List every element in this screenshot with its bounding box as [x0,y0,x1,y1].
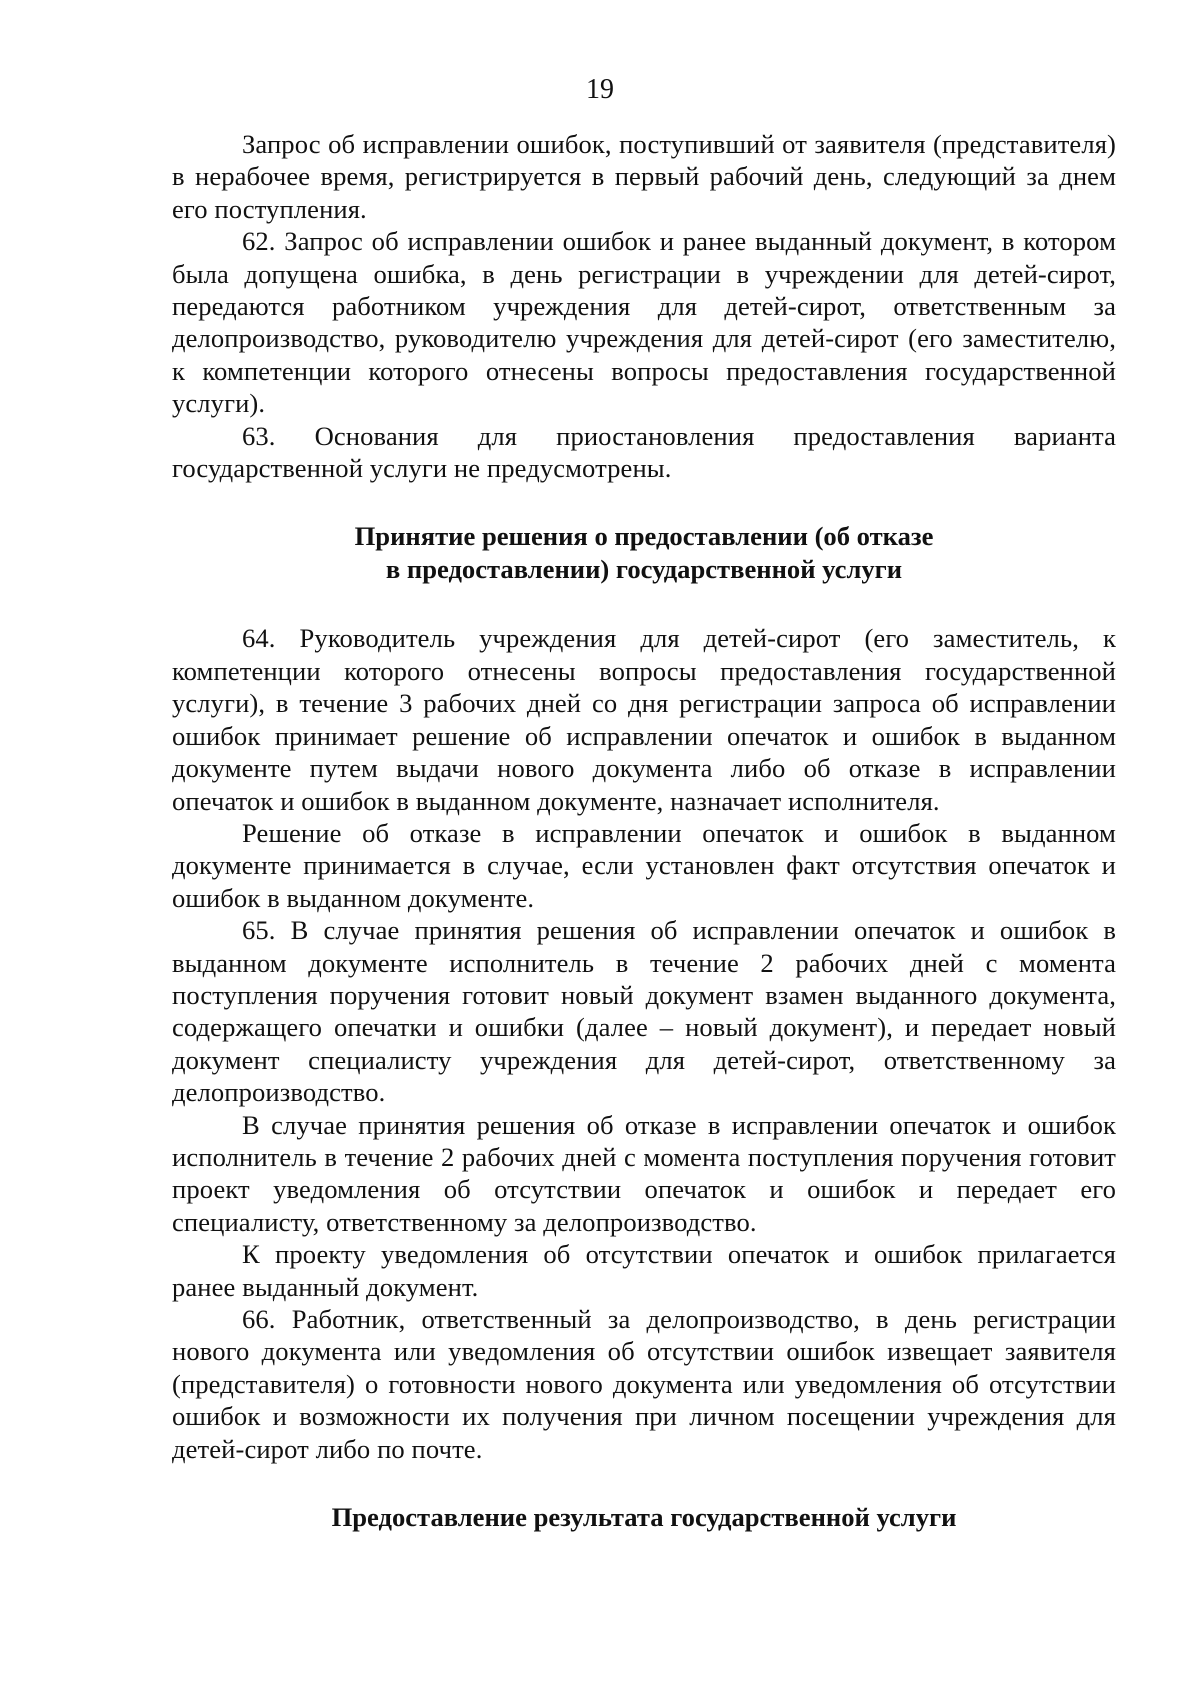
page-number: 19 [586,74,614,105]
paragraph-65: 65. В случае принятия решения об исправлении опечаток и ошибок в выданном документе исполнитель в течение 2 рабочих дней с момента поступления поручения готовит новый документ взамен выданного документа, содержащего опечатки и ошибки (далее – новый документ), и передает новый документ специалисту учреждения для детей-сирот, ответственному за делопроизводство. [172,915,1116,1108]
paragraph-refusal-decision: Решение об отказе в исправлении опечаток и ошибок в выданном документе принимается в случае, если установлен факт отсутствия опечаток и ошибок в выданном документе. [172,817,1116,913]
section-heading-result-line: Предоставление результата государственной услуги [331,1502,957,1533]
paragraph-refusal-notice: В случае принятия решения об отказе в исправлении опечаток и ошибок исполнитель в течение 2 рабочих дней с момента поступления поручения готовит проект уведомления об отсутствии опечаток и ошибок и передает его специалисту, ответственному за делопроизводство. [172,1109,1116,1237]
paragraph-62: 62. Запрос об исправлении ошибок и ранее выданный документ, в котором была допущена ошибка, в день регистрации в учреждении для детей-сирот, передаются работником учреждения для детей-сирот, ответственным за делопроизводство, руководителю учреждения для детей-сирот (его заместителю, к компетенции которого отнесены вопросы предоставления государственной услуги). [172,226,1116,419]
section-heading-decision [172,520,1116,586]
document-body [172,128,1116,1534]
paragraph-63: 63. Основания для приостановления предоставления варианта государственной услуги не предусмотрены. [172,420,1116,484]
paragraph-64: 64. Руководитель учреждения для детей-сирот (его заместитель, к компетенции которого отнесены вопросы предоставления государственной услуги), в течение 3 рабочих дней со дня регистрации запроса об исправлении ошибок принимает решение об исправлении опечаток и ошибок в выданном документе путем выдачи нового документа либо об отказе в исправлении опечаток и ошибок в выданном документе, назначает исполнителя. [172,623,1116,816]
paragraph-notice-attachment: К проекту уведомления об отсутствии опечаток и ошибок прилагается ранее выданный документ. [172,1239,1116,1302]
paragraph-request-nonworking-time: Запрос об исправлении ошибок, поступивший от заявителя (представителя) в нерабочее время, регистрируется в первый рабочий день, следующий за днем его поступления. [172,129,1116,224]
section-heading-decision-line-1: Принятие решения о предоставлении (об отказе [354,521,934,552]
section-heading-decision-line-2: в предоставлении) государственной услуги [385,554,903,585]
section-heading-result [172,1501,1116,1534]
paragraph-66: 66. Работник, ответственный за делопроизводство, в день регистрации нового документа или уведомления об отсутствии ошибок извещает заявителя (представителя) о готовности нового документа или уведомления об отсутствии ошибок и возможности их получения при личном посещении учреждения для детей-сирот либо по почте. [172,1304,1116,1464]
